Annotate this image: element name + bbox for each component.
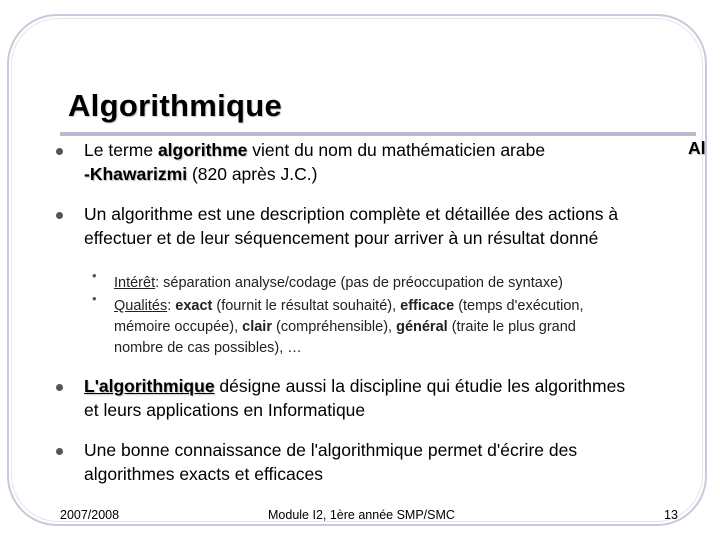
footer-date: 2007/2008 <box>60 508 120 522</box>
bullet-dot <box>56 148 63 155</box>
sub-bullet-dot: • <box>92 291 97 306</box>
title-divider <box>60 132 696 136</box>
text-segment: (traite le plus grand <box>447 319 576 335</box>
slide-title: Algorithmique <box>68 88 282 123</box>
footer-page-number: 13 <box>664 508 678 522</box>
text-line: effectuer et de leur séquencement pour arriver à un résultat donné <box>84 228 599 248</box>
text-segment: (compréhensible), <box>271 319 397 335</box>
text-line: Une bonne connaissance de l'algorithmique permet d'écrire des <box>84 440 578 460</box>
sub-bullet-dot: • <box>92 268 97 283</box>
sub-bullet-interet <box>114 273 694 294</box>
text-segment: (temps d'exécution, <box>454 298 584 314</box>
text-segment: : <box>167 298 176 314</box>
text-line: algorithmes exacts et efficaces <box>84 464 323 484</box>
bullet-discipline-text <box>84 374 712 422</box>
keyword-general: général <box>396 319 448 335</box>
bullet-origin-text <box>84 138 712 186</box>
text-segment: (820 après J.C.) <box>187 164 318 184</box>
text-segment: Le terme <box>84 140 158 160</box>
sub-bullet-qualites <box>114 296 694 359</box>
text-segment: désigne aussi la discipline qui étudie les algorithmes <box>214 376 626 396</box>
text-line: Un algorithme est une description complète et détaillée des actions à <box>84 204 619 224</box>
bullet-definition-text <box>84 202 712 250</box>
keyword-clair: clair <box>242 319 272 335</box>
text-segment: vient du nom du mathématicien arabe <box>247 140 546 160</box>
keyword-efficace: efficace <box>400 298 455 314</box>
overflow-name-fragment: Al <box>688 138 706 158</box>
bullet-dot <box>56 212 63 219</box>
text-segment: et leurs applications en Informatique <box>84 400 366 420</box>
label-interet: Intérêt <box>114 275 156 291</box>
bullet-dot <box>56 448 63 455</box>
label-qualites: Qualités <box>114 298 168 314</box>
keyword-exact: exact <box>175 298 213 314</box>
term-algorithme: algorithme <box>157 140 248 160</box>
term-khawarizmi: -Khawarizmi <box>84 164 188 184</box>
text-segment: (fournit le résultat souhaité), <box>212 298 401 314</box>
bullet-dot <box>56 384 63 391</box>
bullet-knowledge-text <box>84 438 712 486</box>
text-segment: : séparation analyse/codage (pas de préoccupation de syntaxe) <box>155 275 563 291</box>
term-algorithmique: L'algorithmique <box>84 376 215 396</box>
footer-module: Module I2, 1ère année SMP/SMC <box>268 508 455 522</box>
text-segment: nombre de cas possibles), … <box>114 340 302 356</box>
text-segment: mémoire occupée), <box>114 319 243 335</box>
